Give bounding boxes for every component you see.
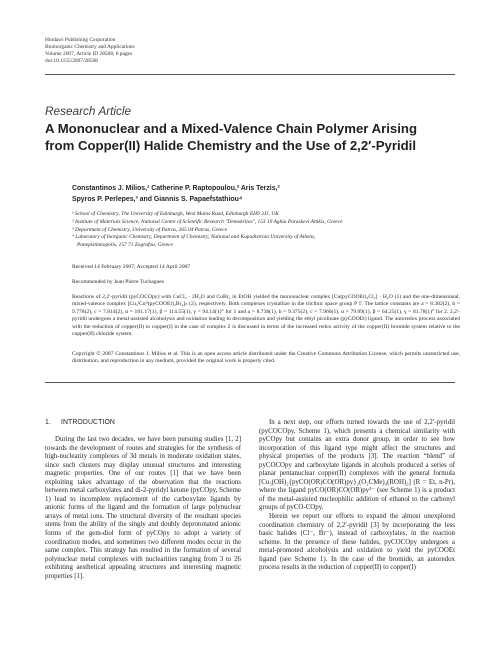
affiliation-2: ² Institute of Materials Science, National Centre of Scientific Research "Demokritos", 153 10 Aghia Paraskevi Attikis, Greece [72, 218, 343, 225]
section-title: INTRODUCTION [60, 419, 115, 426]
recommended-by: Recommended by Jean Pierre Tuchagues [72, 279, 164, 285]
left-column-text [45, 436, 241, 581]
copyright-notice: Copyright © 2007 Constantinos J. Milios et al. This is an open access article distributed under the Creative Commons Attribution License, which permits unrestricted use, distribution, and reproduction in any medium, provided the original work is properly cited. [72, 351, 460, 365]
authors-line-1: Constantinos J. Milios,¹ Catherine P. Raptopoulou,² Aris Terzis,² [72, 185, 280, 192]
title-line-2: from Copper(II) Halide Chemistry and the Use of 2,2′-Pyridil [45, 137, 417, 153]
section-heading [45, 419, 115, 426]
abstract: Reactions of 2,2′-pyridil (pyCOCOpy) with CuCl₂ · 2H₂O and CuBr₂ in EtOH yielded the mononuclear complex [Cu(pyCOOEt)₂Cl₂] · H₂O (1) and the one-dimensional, mixed-valence complex [Cu₂ᴵCuᴵᴵ(pyCOOEt)₂Br₄]ₙ (2), respectively. Both complexes crystallize in the triclinic space group P 1̄. The lattice constants are a = 8.382(2), b = 9.778(2), c = 7.814(2), α = 101.17(1), β = 114.55(1), γ = 94.14(1)° for 1 and a = 8.738(1), b = 9.375(2), c = 7.966(1), α = 79.09(1), β = 64.25(1), γ = 81.78(1)° for 2. 2,2′-pyridil undergoes a metal-assisted alcoholysis and oxidation leading to decomposition and yielding the ethyl picolinate (pyCOOEt) ligand. The autoredox process associated with the reduction of copper(II) to copper(I) in the case of complex 2 is discussed in terms of the increased redox activity of the copper(II) bromide system relative to the copper(II) chloride system. [72, 294, 460, 338]
paper-title [45, 121, 465, 154]
journal-name: Bioinorganic Chemistry and Applications [45, 43, 135, 50]
author-list [72, 184, 472, 205]
intro-paragraph-2: In a next step, our efforts turned towards the use of 2,2′-pyridil (pyCOCOpy, Scheme 1), which presents a chemical similarity with pyCOpy but contains an extra donor group, in order to see how incorporation of this ligand type might affect the structures and physical properties of the products [3]. The reaction “blend” of pyCOCOpy and carboxylate ligands in alcohols produced a series of planar pentanuclear copper(II) complexes with the general formula [Cu₅(OH)₂{pyCO(OR)CO(OR)py}₂(O₂CMe)₄(ROH)₂] (R = Et, n-Pr), where the ligand pyCO(OR)CO(OR)py²⁻ (see Scheme 1) is a product of the metal-assisted nucleophilic addition of ethanol to the carbonyl groups of pyCO-COpy. [259, 419, 455, 512]
received-accepted-dates: Received 14 February 2007; Accepted 14 April 2007 [72, 264, 191, 270]
title-line-1: A Mononuclear and a Mixed-Valence Chain Polymer Arising [45, 121, 418, 136]
affiliations [72, 211, 472, 250]
publication-info [45, 37, 135, 65]
affiliation-3: ³ Department of Chemistry, University of Patras, 265 04 Patras, Greece [72, 226, 228, 233]
intro-paragraph-3: Herein we report our efforts to expand the almost unexplored coordination chemistry of 2,2′-pyridil [3] by incorporating the less basic halides (Cl⁻, Br⁻), instead of carboxylates, in the reaction scheme. In the presence of these halides, pyCOCOpy undergoes a metal-promoted alcoholysis and oxidation to yield the pyCOOEt ligand (see Scheme 1). In the case of the bromide, an autoredox process results in the reduction of copper(II) to copper(I) [259, 513, 455, 572]
doi: doi:10.1155/2007/28508 [45, 57, 98, 64]
authors-line-2: Spyros P. Perlepes,³ and Giannis S. Papaefstathiou⁴ [72, 195, 243, 203]
article-type: Research Article [45, 104, 132, 118]
section-divider [45, 382, 455, 383]
affiliation-4-cont: Panepistimiopolis, 157 71 Zografou, Greece [77, 242, 173, 249]
header-divider [45, 74, 455, 75]
affiliation-1: ¹ School of Chemistry, The University of Edinburgh, West Mains Road, Edinburgh EH9 3JJ, UK [72, 211, 279, 217]
intro-paragraph-1: During the last two decades, we have been pursuing studies [1, 2] towards the development of routes and strategies for the synthesis of high-nuclearity complexes of 3d metals in moderate oxidation states, since such clusters may display unusual structures and interesting magnetic properties. One of our routes [1] that we have been exploiting takes advantage of the observation that the reactions between metal carboxylates and di-2-pyridyl ketone (pyCOpy, Scheme 1) lead to incomplete replacement of the carboxylate ligands by anionic forms of the ligand and the formation of large polynuclear arrays of metal ions. The structural diversity of the resultant species stems from the ability of the singly and doubly deprotonated anionic forms of the gem-diol form of pyCOpy to adopt a variety of coordination modes, and sometimes two different modes occur in the same complex. This strategy has resulted in the formation of several polynuclear metal complexes with nuclearities ranging from 3 to 26 exhibiting aesthetical appealing structures and interesting magnetic properties [1]. [45, 436, 241, 580]
right-column-text [259, 419, 455, 573]
affiliation-4: ⁴ Laboratory of Inorganic Chemistry, Department of Chemistry, National and Kapodistrian University of Athens, [72, 234, 316, 241]
publisher: Hindawi Publishing Corporation [45, 37, 116, 43]
volume-info: Volume 2007, Article ID 28508, 6 pages [45, 50, 133, 57]
section-number: 1. [45, 419, 51, 426]
